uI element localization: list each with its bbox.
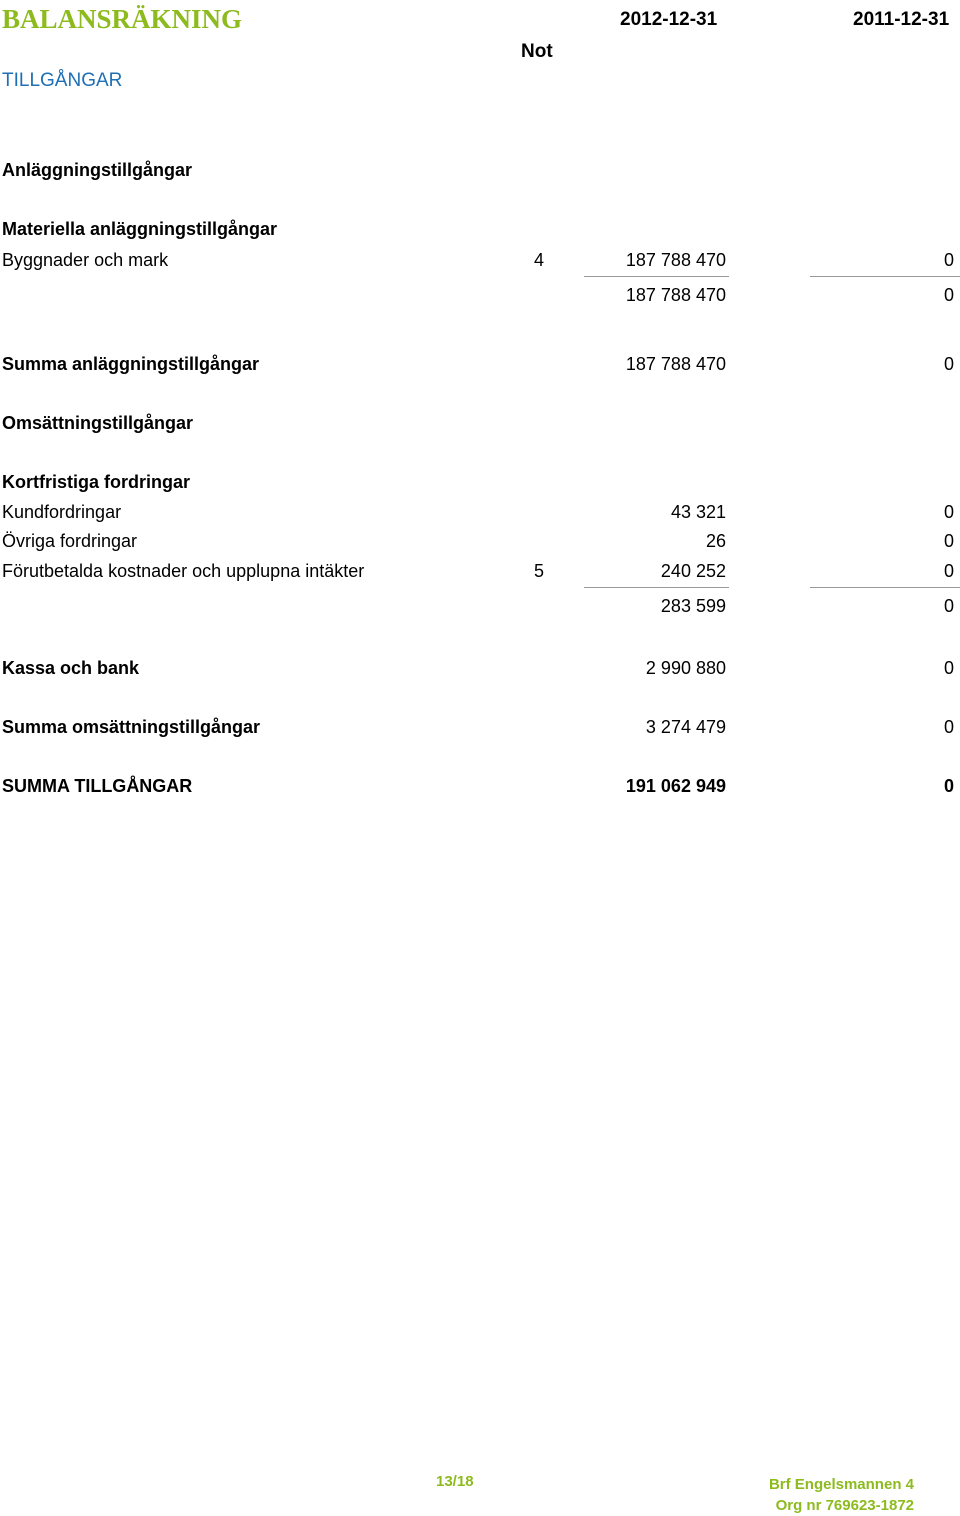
table-row (0, 561, 960, 585)
row-label: Kassa och bank (2, 658, 140, 678)
group-heading-fixed-assets (0, 160, 960, 184)
grand-total-row (0, 776, 960, 800)
value-previous: 0 (943, 531, 954, 551)
total-row (0, 354, 960, 378)
table-row (0, 658, 960, 682)
row-note: 5 (534, 561, 545, 581)
value-previous: 0 (943, 717, 954, 737)
value-current: 43 321 (670, 502, 726, 522)
value-current: 240 252 (660, 561, 726, 581)
value-previous: 0 (943, 658, 954, 678)
subgroup-heading-receivables (0, 472, 960, 496)
page-title: BALANSRÄKNING (2, 4, 243, 34)
row-label: Anläggningstillgångar (2, 160, 193, 180)
table-row (0, 531, 960, 555)
value-current: 191 062 949 (625, 776, 726, 796)
subgroup-heading-tangible-assets (0, 219, 960, 243)
table-row (0, 250, 960, 274)
value-current: 3 274 479 (645, 717, 726, 737)
organization-number: Org nr 769623-1872 (775, 1497, 914, 1514)
row-label: SUMMA TILLGÅNGAR (2, 776, 193, 796)
row-label: Övriga fordringar (2, 531, 138, 551)
subtotal-row (0, 596, 960, 620)
value-current: 26 (705, 531, 726, 551)
subtotal-rule (810, 276, 960, 277)
section-heading-assets: TILLGÅNGAR (2, 70, 123, 91)
row-label: Byggnader och mark (2, 250, 169, 270)
row-note: 4 (534, 250, 545, 270)
subtotal-rule (584, 587, 729, 588)
row-label: Förutbetalda kostnader och upplupna intäkter (2, 561, 365, 581)
page-number: 13/18 (436, 1473, 474, 1490)
value-current: 2 990 880 (645, 658, 726, 678)
value-previous: 0 (943, 776, 954, 796)
value-current: 283 599 (660, 596, 726, 616)
value-current: 187 788 470 (625, 250, 726, 270)
subtotal-row (0, 285, 960, 309)
value-current: 187 788 470 (625, 354, 726, 374)
total-row (0, 717, 960, 741)
column-header-previous-year: 2011-12-31 (853, 9, 950, 30)
row-label: Kortfristiga fordringar (2, 472, 191, 492)
group-heading-current-assets (0, 413, 960, 437)
row-label: Summa omsättningstillgångar (2, 717, 261, 737)
value-previous: 0 (943, 596, 954, 616)
value-current: 187 788 470 (625, 285, 726, 305)
row-label: Materiella anläggningstillgångar (2, 219, 278, 239)
row-label: Summa anläggningstillgångar (2, 354, 260, 374)
row-label: Omsättningstillgångar (2, 413, 194, 433)
value-previous: 0 (943, 354, 954, 374)
subtotal-rule (584, 276, 729, 277)
row-label: Kundfordringar (2, 502, 122, 522)
value-previous: 0 (943, 285, 954, 305)
column-header-note: Not (521, 41, 553, 62)
subtotal-rule (810, 587, 960, 588)
footer-organization (769, 1474, 914, 1516)
value-previous: 0 (943, 250, 954, 270)
organization-name: Brf Engelsmannen 4 (768, 1476, 914, 1493)
value-previous: 0 (943, 561, 954, 581)
table-row (0, 502, 960, 526)
column-header-current-year: 2012-12-31 (620, 9, 718, 30)
value-previous: 0 (943, 502, 954, 522)
